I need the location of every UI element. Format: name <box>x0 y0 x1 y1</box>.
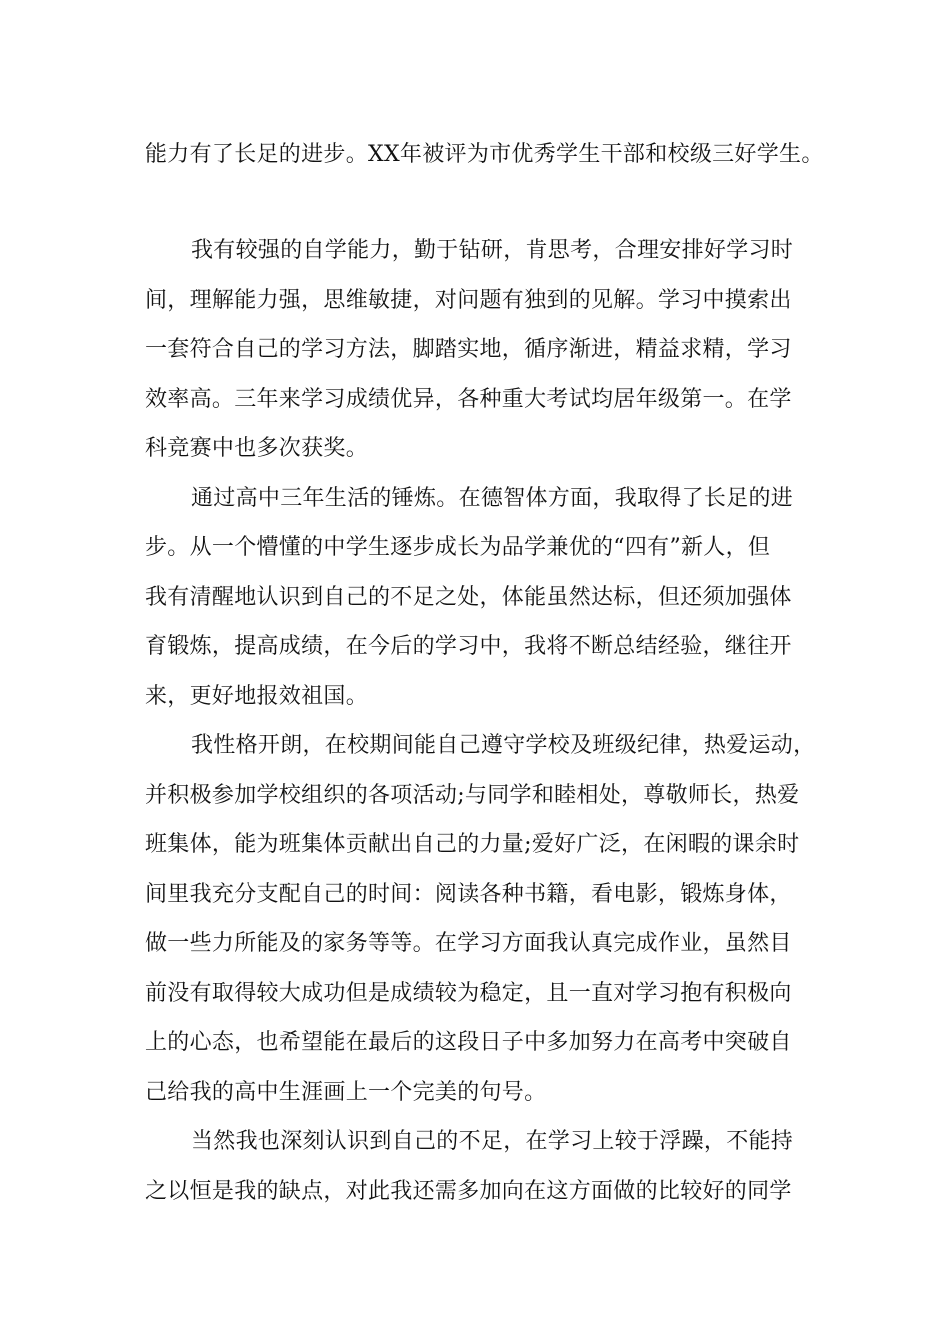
text-line: 能力有了长足的进步。XX年被评为市优秀学生干部和校级三好学生。 <box>145 142 824 167</box>
text-line: 我性格开朗，在校期间能自己遵守学校及班级纪律，热爱运动， <box>191 733 816 758</box>
text-line: 来，更好地报效祖国。 <box>145 683 369 709</box>
text-line: 我有较强的自学能力，勤于钻研，肯思考，合理安排好学习时 <box>191 238 794 263</box>
paragraph-4 <box>145 721 835 1117</box>
text-line: 育锻炼，提高成绩，在今后的学习中，我将不断总结经验，继往开 <box>145 634 792 659</box>
text-line: 上的心态，也希望能在最后的这段日子中多加努力在高考中突破自 <box>145 1030 792 1055</box>
paragraph-5 <box>145 1117 835 1216</box>
text-line: 我有清醒地认识到自己的不足之处，体能虽然达标，但还须加强体 <box>145 584 792 610</box>
text-line: 当然我也深刻认识到自己的不足，在学习上较于浮躁，不能持 <box>191 1129 794 1154</box>
text-line: 前没有取得较大成功但是成绩较为稳定，且一直对学习抱有积极向 <box>145 980 792 1006</box>
text-line: 己给我的高中生涯画上一个完美的句号。 <box>145 1079 547 1105</box>
text-line: 步。从一个懵懂的中学生逐步成长为品学兼优的“四有”新人，但 <box>145 535 771 560</box>
text-line: 通过高中三年生活的锤炼。在德智体方面，我取得了长足的进 <box>191 485 794 511</box>
text-line: 一套符合自己的学习方法，脚踏实地，循序渐进，精益求精，学习 <box>145 337 792 362</box>
text-line: 之以恒是我的缺点，对此我还需多加向在这方面做的比较好的同学 <box>145 1178 792 1204</box>
text-line: 班集体，能为班集体贡献出自己的力量;爱好广泛，在闲暇的课余时 <box>145 832 800 857</box>
text-line: 间，理解能力强，思维敏捷，对问题有独到的见解。学习中摸索出 <box>145 287 792 313</box>
text-line: 间里我充分支配自己的时间：阅读各种书籍，看电影，锻炼身体， <box>145 881 792 907</box>
body-text <box>145 226 835 1216</box>
paragraph-3 <box>145 474 835 722</box>
text-line: 并积极参加学校组织的各项活动;与同学和睦相处，尊敬师长，热爱 <box>145 782 800 808</box>
text-line: 科竞赛中也多次获奖。 <box>145 436 369 461</box>
text-line: 做一些力所能及的家务等等。在学习方面我认真完成作业，虽然目 <box>145 931 792 956</box>
paragraph-1 <box>145 130 835 180</box>
text-line: 效率高。三年来学习成绩优异，各种重大考试均居年级第一。在学 <box>145 386 792 412</box>
paragraph-2 <box>145 226 835 474</box>
